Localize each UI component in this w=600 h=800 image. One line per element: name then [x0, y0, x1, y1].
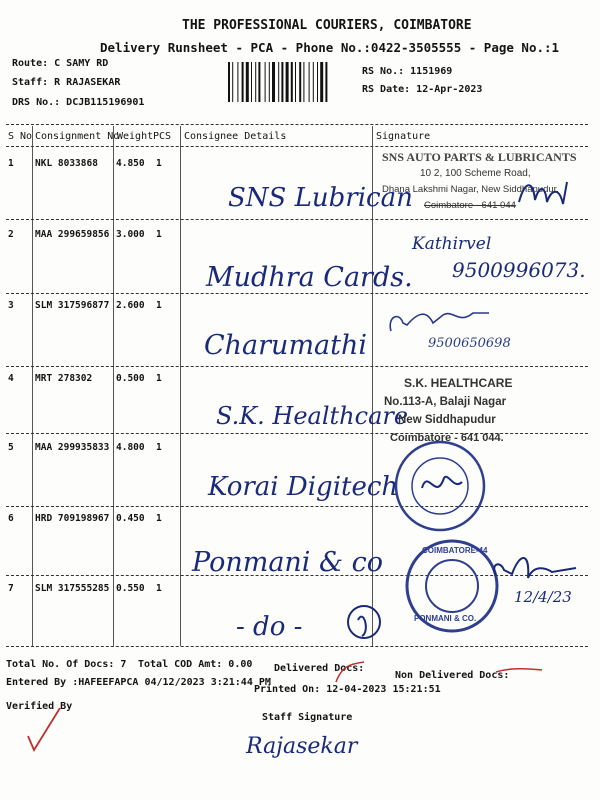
col-divider — [32, 126, 33, 646]
row-consignee-handwritten: Korai Digitech — [208, 472, 399, 502]
rs-date: RS Date: 12-Apr-2023 — [362, 84, 483, 95]
signature-phone-1: 9500996073. — [452, 258, 586, 282]
col-signature: Signature — [376, 131, 431, 142]
row-consignment: MRT 278302 — [35, 373, 93, 384]
staff-label: Staff: R RAJASEKAR — [12, 77, 121, 88]
row-divider — [6, 293, 588, 294]
signature-date: 12/4/23 — [514, 588, 572, 606]
row-consignee-handwritten: Ponmani & co — [192, 547, 384, 578]
row-consignment: HRD 709198967 — [35, 513, 110, 524]
route-label: Route: C SAMY RD — [12, 58, 109, 69]
row-sno: 7 — [8, 583, 14, 594]
company-title: THE PROFESSIONAL COURIERS, COIMBATORE — [182, 18, 472, 33]
signature-phone-2: 9500650698 — [428, 336, 511, 351]
total-cod: Total COD Amt: 0.00 — [138, 659, 253, 670]
stamp-sk-line1: S.K. HEALTHCARE — [404, 376, 513, 390]
row-consignee-handwritten: Charumathi — [204, 330, 368, 361]
stamp-sk-line3: New Siddhapudur — [398, 414, 496, 426]
row-pcs: 1 — [156, 229, 162, 240]
staff-signature-hand: Rajasekar — [246, 734, 358, 759]
row-divider — [6, 366, 588, 367]
row-weight: 0.500 — [116, 373, 145, 384]
row-consignee-handwritten: SNS Lubrican — [228, 183, 413, 213]
row-sno: 1 — [8, 158, 14, 169]
delivered-docs: Delivered Docs: — [274, 663, 365, 674]
signature-scribble — [340, 596, 390, 646]
col-pcs: PCS — [153, 131, 172, 142]
row-pcs: 1 — [156, 513, 162, 524]
row-pcs: 1 — [156, 300, 162, 311]
row-consignment: MAA 299659856 — [35, 229, 110, 240]
row-consignee-handwritten: Mudhra Cards. — [206, 262, 413, 293]
stamp-sns-line3: Dhana Lakshmi Nagar, New Siddhapudur, — [382, 184, 559, 195]
row-pcs: 1 — [156, 583, 162, 594]
drs-label: DRS No.: DCJB115196901 — [12, 97, 145, 108]
row-pcs: 1 — [156, 158, 162, 169]
entered-by: Entered By :HAFEEFAPCA 04/12/2023 3:21:44 PM — [6, 677, 271, 688]
printed-on: Printed On: 12-04-2023 15:21:51 — [254, 684, 441, 695]
barcode — [228, 62, 354, 102]
row-consignment: MAA 299935833 — [35, 442, 110, 453]
row-sno: 2 — [8, 229, 14, 240]
row-weight: 0.450 — [116, 513, 145, 524]
stamp-ponmani-inner: COIMBATORE-44 — [422, 546, 488, 555]
row-consignee-handwritten: - do - — [236, 612, 303, 642]
row-consignment: SLM 317596877 — [35, 300, 110, 311]
col-divider — [180, 126, 181, 646]
row-weight: 0.550 — [116, 583, 145, 594]
row-sno: 6 — [8, 513, 14, 524]
row-weight: 4.800 — [116, 442, 145, 453]
rs-number: RS No.: 1151969 — [362, 66, 453, 77]
table-header-rule — [6, 146, 588, 147]
non-delivered-docs: Non Delivered Docs: — [395, 670, 510, 681]
signature-scribble — [515, 176, 575, 216]
row-consignment: SLM 317555285 — [35, 583, 110, 594]
row-divider — [6, 219, 588, 220]
signature-kathirvel: Kathirvel — [412, 234, 492, 254]
runsheet-subtitle: Delivery Runsheet - PCA - Phone No.:0422-3505555 - Page No.:1 — [100, 40, 560, 55]
table-top-rule — [6, 124, 588, 125]
signature-scribble — [490, 548, 580, 588]
col-weight: Weight — [117, 131, 154, 142]
red-pen-mark — [494, 664, 544, 678]
row-pcs: 1 — [156, 442, 162, 453]
row-weight: 4.850 — [116, 158, 145, 169]
row-consignment: NKL 8033868 — [35, 158, 98, 169]
row-consignee-handwritten: S.K. Healthcare — [216, 402, 409, 430]
row-sno: 5 — [8, 442, 14, 453]
staff-signature-label: Staff Signature — [262, 712, 353, 723]
red-check-mark — [20, 700, 70, 756]
stamp-sns-line2: 10 2, 100 Scheme Road, — [420, 168, 531, 179]
row-pcs: 1 — [156, 373, 162, 384]
verified-by: Verified By — [6, 701, 73, 712]
col-sno: S No — [8, 131, 33, 142]
table-bottom-rule — [6, 646, 588, 647]
col-divider — [113, 126, 114, 646]
row-sno: 4 — [8, 373, 14, 384]
row-weight: 2.600 — [116, 300, 145, 311]
row-sno: 3 — [8, 300, 14, 311]
col-consignment: Consignment No — [35, 131, 120, 142]
row-divider — [6, 506, 588, 507]
total-docs: Total No. Of Docs: 7 — [6, 659, 127, 670]
stamp-sns-line4: Coimbatore - 641 044 — [424, 200, 516, 211]
round-company-stamp — [392, 438, 488, 534]
col-consignee: Consignee Details — [184, 131, 287, 142]
stamp-sk-line4: Coimbatore - 641 044. — [390, 432, 504, 444]
stamp-ponmani-text: PONMANI & CO. — [414, 614, 477, 623]
stamp-sns-line1: SNS AUTO PARTS & LUBRICANTS — [382, 150, 577, 164]
stamp-sk-line2: No.113-A, Balaji Nagar — [384, 396, 507, 408]
row-weight: 3.000 — [116, 229, 145, 240]
